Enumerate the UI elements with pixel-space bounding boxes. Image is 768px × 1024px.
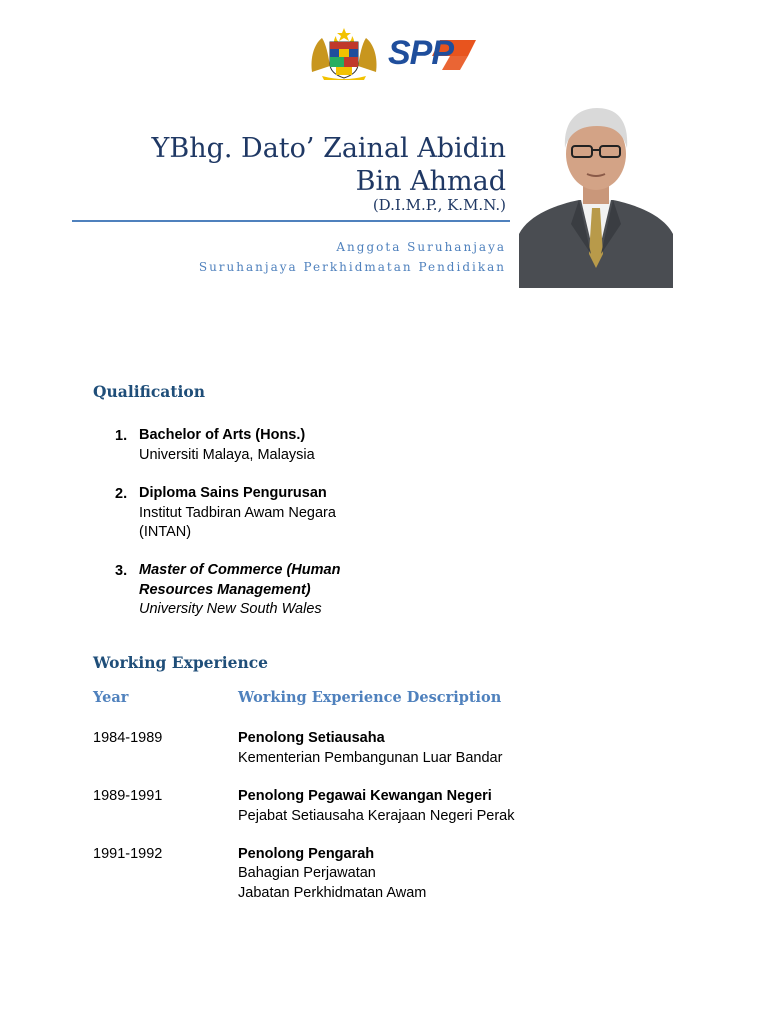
spp-logo-text: SPP	[388, 34, 454, 72]
malaysia-coat-of-arms-icon	[308, 26, 380, 80]
item-number: 1.	[115, 428, 128, 444]
item-number: 3.	[115, 563, 128, 579]
qualification-title: Master of Commerce (Human	[139, 562, 341, 578]
year-column-header: Year	[93, 689, 129, 706]
qualification-institution: Institut Tadbiran Awam Negara	[139, 505, 336, 521]
qualification-institution: (INTAN)	[139, 524, 192, 540]
profile-name	[152, 132, 506, 198]
qualification-heading: Qualification	[93, 382, 205, 401]
experience-year: 1989-1991	[93, 788, 163, 804]
qualification-institution: Universiti Malaya, Malaysia	[139, 447, 315, 463]
experience-organization: Bahagian Perjawatan	[238, 865, 376, 881]
qualification-institution: University New South Wales	[139, 601, 322, 617]
portrait-photo	[519, 104, 673, 288]
name-line-2: Bin Ahmad	[355, 166, 506, 197]
name-line-1: YBhg. Dato’ Zainal Abidin	[151, 133, 506, 164]
experience-organization: Pejabat Setiausaha Kerajaan Negeri Perak	[238, 808, 515, 824]
experience-organization: Kementerian Pembangunan Luar Bandar	[238, 750, 503, 766]
description-column-header: Working Experience Description	[238, 689, 502, 706]
experience-position: Penolong Pengarah	[238, 846, 375, 862]
qualification-title: Bachelor of Arts (Hons.)	[139, 427, 306, 443]
header-divider	[72, 220, 510, 222]
role-line-1: Anggota Suruhanjaya	[336, 240, 506, 254]
coat-of-arms-logo	[308, 26, 380, 80]
experience-year: 1991-1992	[93, 846, 163, 862]
qualification-title: Diploma Sains Pengurusan	[139, 485, 327, 501]
item-number: 2.	[115, 486, 128, 502]
working-experience-heading: Working Experience	[93, 653, 269, 672]
role-line-2: Suruhanjaya Perkhidmatan Pendidikan	[198, 260, 506, 274]
qualification-title: Resources Management)	[139, 582, 311, 598]
experience-position: Penolong Setiausaha	[238, 730, 385, 746]
experience-organization: Jabatan Perkhidmatan Awam	[238, 885, 427, 901]
postnominals: (D.I.M.P., K.M.N.)	[372, 196, 506, 214]
portrait-image	[519, 104, 673, 288]
experience-year: 1984-1989	[93, 730, 163, 746]
spp-logo	[388, 36, 478, 74]
experience-position: Penolong Pegawai Kewangan Negeri	[238, 788, 492, 804]
